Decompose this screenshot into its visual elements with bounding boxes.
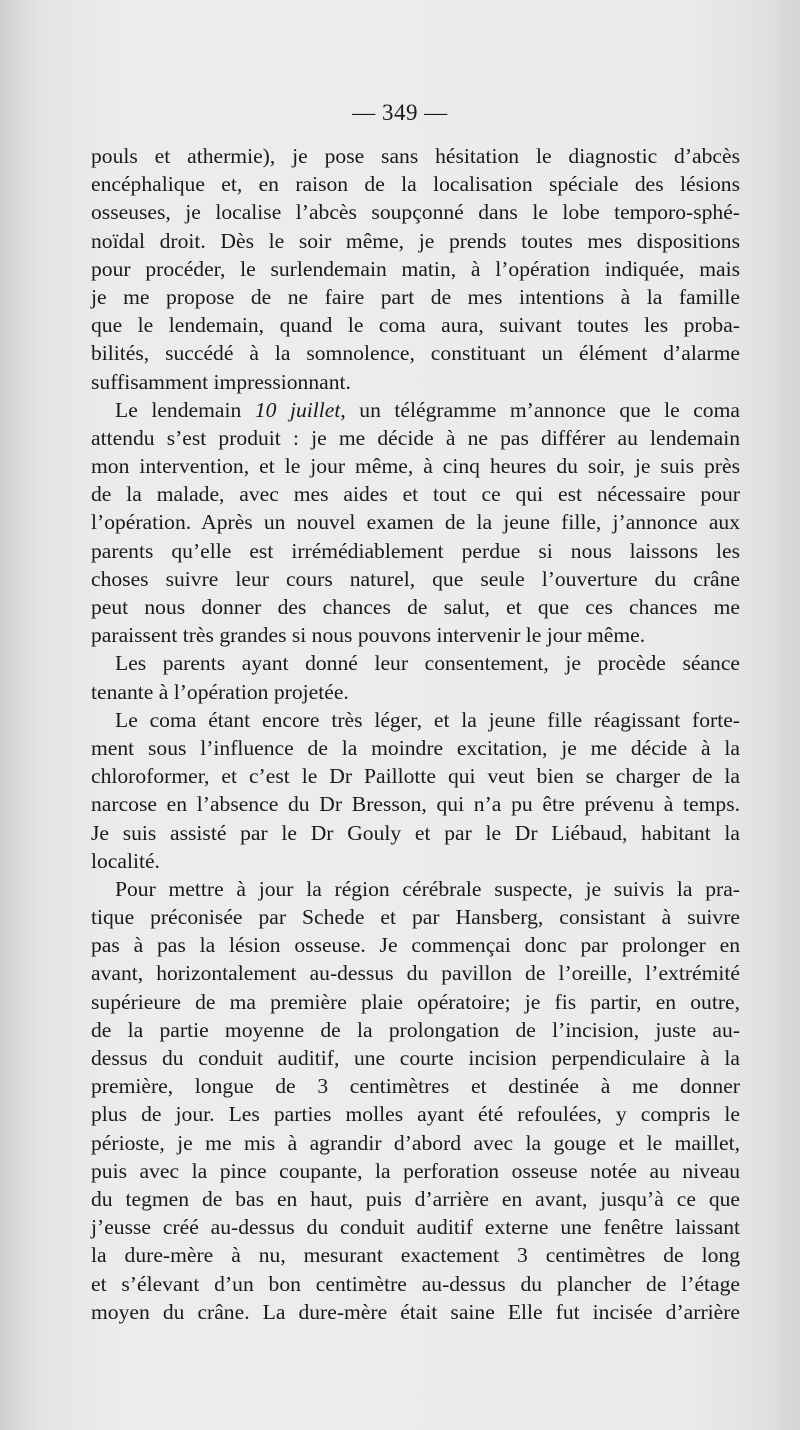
text-line: puis avec la pince coupante, la perforation osseuse notée au niveau <box>91 1158 740 1183</box>
text-line: pouls et athermie), je pose sans hésitation le diagnostic d’abcès <box>91 144 740 168</box>
text-line: osseuses, je localise l’abcès soupçonné dans le lobe temporo-sphé- <box>91 200 740 225</box>
paragraph-4 <box>91 706 740 875</box>
text-line: chloroformer, et c’est le Dr Paillotte qui veut bien se charger de la <box>91 764 740 789</box>
text-line: tique préconisée par Schede et par Hansberg, consistant à suivre <box>91 905 740 930</box>
text-line: la dure-mère à nu, mesurant exactement 3 centimètres de long <box>91 1243 740 1268</box>
text-line: première, longue de 3 centimètres et destinée à me donner <box>91 1074 740 1099</box>
text-line: plus de jour. Les parties molles ayant été refoulées, y compris le <box>91 1102 740 1127</box>
text-line: attendu s’est produit : je me décide à ne pas différer au lendemain <box>91 425 740 450</box>
text-line: Le coma étant encore très léger, et la jeune fille réagissant forte- <box>115 707 740 732</box>
text-line: ment sous l’influence de la moindre excitation, je me décide à la <box>91 735 740 760</box>
text-line: dessus du conduit auditif, une courte incision perpendiculaire à la <box>91 1046 740 1070</box>
paragraph-2 <box>91 396 740 650</box>
text-line: noïdal droit. Dès le soir même, je prends toutes mes dispositions <box>91 228 740 253</box>
text-line: j’eusse créé au-dessus du conduit auditif externe une fenêtre laissant <box>91 1215 740 1240</box>
text-line: choses suivre leur cours naturel, que seule l’ouverture du crâne <box>91 566 740 591</box>
text-line: de la partie moyenne de la prolongation de l’incision, juste au- <box>91 1017 740 1042</box>
text-line: que le lendemain, quand le coma aura, suivant toutes les proba- <box>91 313 740 338</box>
paragraph-1 <box>91 142 740 396</box>
italic-date: 10 juillet <box>254 397 341 422</box>
text-segment: Le lendemain <box>115 397 242 422</box>
text-line: Pour mettre à jour la région cérébrale suspecte, je suivis la pra- <box>115 876 740 901</box>
text-line: localité. <box>91 848 160 873</box>
text-line: Je suis assisté par le Dr Gouly et par le Dr Liébaud, habitant la <box>91 820 740 845</box>
text-line: pour procéder, le surlendemain matin, à l’opération indiquée, mais <box>91 256 740 281</box>
text-line: je me propose de ne faire part de mes intentions à la famille <box>91 284 740 309</box>
text-line: bilités, succédé à la somnolence, constituant un élément d’alarme <box>91 341 740 366</box>
text-line: mon intervention, et le jour même, à cinq heures du soir, je suis près <box>91 454 740 479</box>
text-line: de la malade, avec mes aides et tout ce qui est nécessaire pour <box>91 482 740 507</box>
text-line: l’opération. Après un nouvel examen de la jeune fille, j’annonce aux <box>91 510 740 535</box>
text-line: encéphalique et, en raison de la localisation spéciale des lésions <box>91 172 740 197</box>
text-line: paraissent très grandes si nous pouvons intervenir le jour même. <box>91 623 646 648</box>
text-line: du tegmen de bas en haut, puis d’arrière en avant, jusqu’à ce que <box>91 1186 740 1211</box>
text-line: pas à pas la lésion osseuse. Je commençai donc par prolonger en <box>91 933 740 958</box>
text-line: Les parents ayant donné leur consentement, je procède séance <box>115 651 740 676</box>
paragraph-3 <box>91 649 740 705</box>
text-line: tenante à l’opération projetée. <box>91 679 349 704</box>
text-line: peut nous donner des chances de salut, et que ces chances me <box>91 595 740 619</box>
page-number: — 349 — <box>352 100 448 125</box>
text-line <box>91 396 740 424</box>
text-line: parents qu’elle est irrémédiablement perdue si nous laissons les <box>91 538 740 563</box>
paragraph-5 <box>91 875 740 1326</box>
text-line: suffisamment impressionnant. <box>91 369 351 394</box>
text-segment: , un télégramme m’annonce que le coma <box>340 397 740 422</box>
text-line: avant, horizontalement au-dessus du pavillon de l’oreille, l’extrémité <box>91 961 740 986</box>
text-line: narcose en l’absence du Dr Bresson, qui n’a pu être prévenu à temps. <box>91 792 740 817</box>
body-text <box>91 142 740 1326</box>
text-line: supérieure de ma première plaie opératoire; je fis partir, en outre, <box>91 989 740 1014</box>
text-line: et s’élevant d’un bon centimètre au-dessus du plancher de l’étage <box>91 1271 740 1296</box>
text-line: moyen du crâne. La dure-mère était saine Elle fut incisée d’arrière <box>91 1299 740 1324</box>
text-line: périoste, je me mis à agrandir d’abord avec la gouge et le maillet, <box>91 1130 740 1155</box>
